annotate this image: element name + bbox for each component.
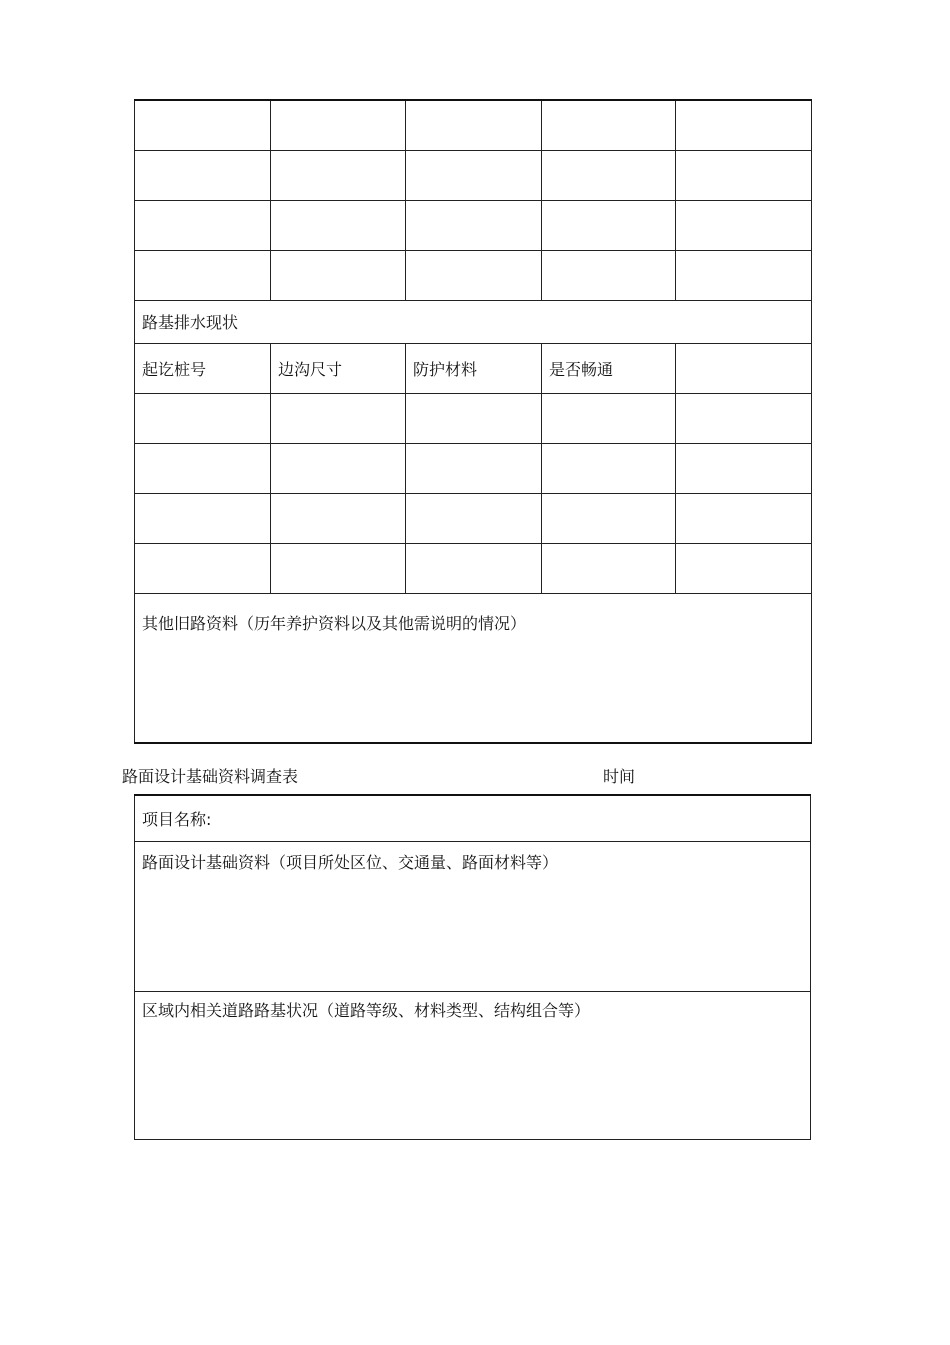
blank-cell[interactable] bbox=[542, 393, 676, 443]
blank-cell[interactable] bbox=[406, 150, 542, 200]
blank-cell[interactable] bbox=[271, 150, 406, 200]
table-row bbox=[135, 393, 812, 443]
blank-cell[interactable] bbox=[676, 443, 812, 493]
related-roads-cell[interactable] bbox=[135, 991, 811, 1139]
blank-cell[interactable] bbox=[271, 493, 406, 543]
blank-cell[interactable] bbox=[542, 493, 676, 543]
project-name-row bbox=[135, 795, 811, 841]
blank-cell[interactable] bbox=[542, 150, 676, 200]
blank-cell[interactable] bbox=[271, 443, 406, 493]
blank-cell[interactable] bbox=[406, 200, 542, 250]
drainage-section-row bbox=[135, 300, 812, 343]
table-row bbox=[135, 100, 812, 150]
other-records-row bbox=[135, 593, 812, 743]
other-records-label: 其他旧路资料（历年养护资料以及其他需说明的情况） bbox=[142, 613, 527, 633]
blank-cell[interactable] bbox=[542, 200, 676, 250]
header-blank bbox=[676, 343, 812, 393]
table-row bbox=[135, 543, 812, 593]
other-records-cell[interactable] bbox=[135, 593, 812, 743]
project-name-cell[interactable] bbox=[135, 795, 811, 841]
blank-cell[interactable] bbox=[676, 250, 812, 300]
blank-cell[interactable] bbox=[271, 200, 406, 250]
drainage-header-row bbox=[135, 343, 812, 393]
blank-cell[interactable] bbox=[676, 493, 812, 543]
blank-cell[interactable] bbox=[676, 543, 812, 593]
header-unobstructed: 是否畅通 bbox=[542, 343, 676, 393]
blank-cell[interactable] bbox=[135, 443, 271, 493]
blank-cell[interactable] bbox=[135, 100, 271, 150]
blank-cell[interactable] bbox=[676, 100, 812, 150]
blank-cell[interactable] bbox=[676, 150, 812, 200]
blank-cell[interactable] bbox=[676, 200, 812, 250]
blank-cell[interactable] bbox=[406, 493, 542, 543]
blank-cell[interactable] bbox=[271, 393, 406, 443]
header-station-range: 起讫桩号 bbox=[135, 343, 271, 393]
table-row bbox=[135, 443, 812, 493]
blank-cell[interactable] bbox=[135, 543, 271, 593]
related-roads-row bbox=[135, 991, 811, 1139]
pavement-survey-table bbox=[134, 794, 811, 1140]
pavement-basis-cell[interactable] bbox=[135, 841, 811, 991]
survey-title: 路面设计基础资料调查表 bbox=[122, 767, 299, 786]
blank-cell[interactable] bbox=[542, 543, 676, 593]
roadbed-survey-table bbox=[134, 99, 812, 744]
blank-cell[interactable] bbox=[676, 393, 812, 443]
blank-cell[interactable] bbox=[271, 543, 406, 593]
blank-cell[interactable] bbox=[135, 200, 271, 250]
pavement-basis-label: 路面设计基础资料（项目所处区位、交通量、路面材料等） bbox=[142, 852, 559, 872]
blank-cell[interactable] bbox=[135, 393, 271, 443]
time-label: 时间 bbox=[603, 767, 636, 786]
blank-cell[interactable] bbox=[406, 443, 542, 493]
table-row bbox=[135, 493, 812, 543]
blank-cell[interactable] bbox=[542, 250, 676, 300]
header-protection-material: 防护材料 bbox=[406, 343, 542, 393]
blank-cell[interactable] bbox=[406, 543, 542, 593]
blank-cell[interactable] bbox=[271, 100, 406, 150]
related-roads-label: 区域内相关道路路基状况（道路等级、材料类型、结构组合等） bbox=[142, 1000, 591, 1020]
blank-cell[interactable] bbox=[406, 250, 542, 300]
blank-cell[interactable] bbox=[406, 393, 542, 443]
blank-cell[interactable] bbox=[135, 493, 271, 543]
project-name-label: 项目名称: bbox=[142, 809, 212, 829]
drainage-section-title: 路基排水现状 bbox=[135, 300, 812, 343]
blank-cell[interactable] bbox=[135, 250, 271, 300]
blank-cell[interactable] bbox=[135, 150, 271, 200]
table-row bbox=[135, 200, 812, 250]
header-ditch-size: 边沟尺寸 bbox=[271, 343, 406, 393]
blank-cell[interactable] bbox=[542, 100, 676, 150]
blank-cell[interactable] bbox=[271, 250, 406, 300]
table-row bbox=[135, 250, 812, 300]
blank-cell[interactable] bbox=[406, 100, 542, 150]
blank-cell[interactable] bbox=[542, 443, 676, 493]
pavement-basis-row bbox=[135, 841, 811, 991]
table-row bbox=[135, 150, 812, 200]
